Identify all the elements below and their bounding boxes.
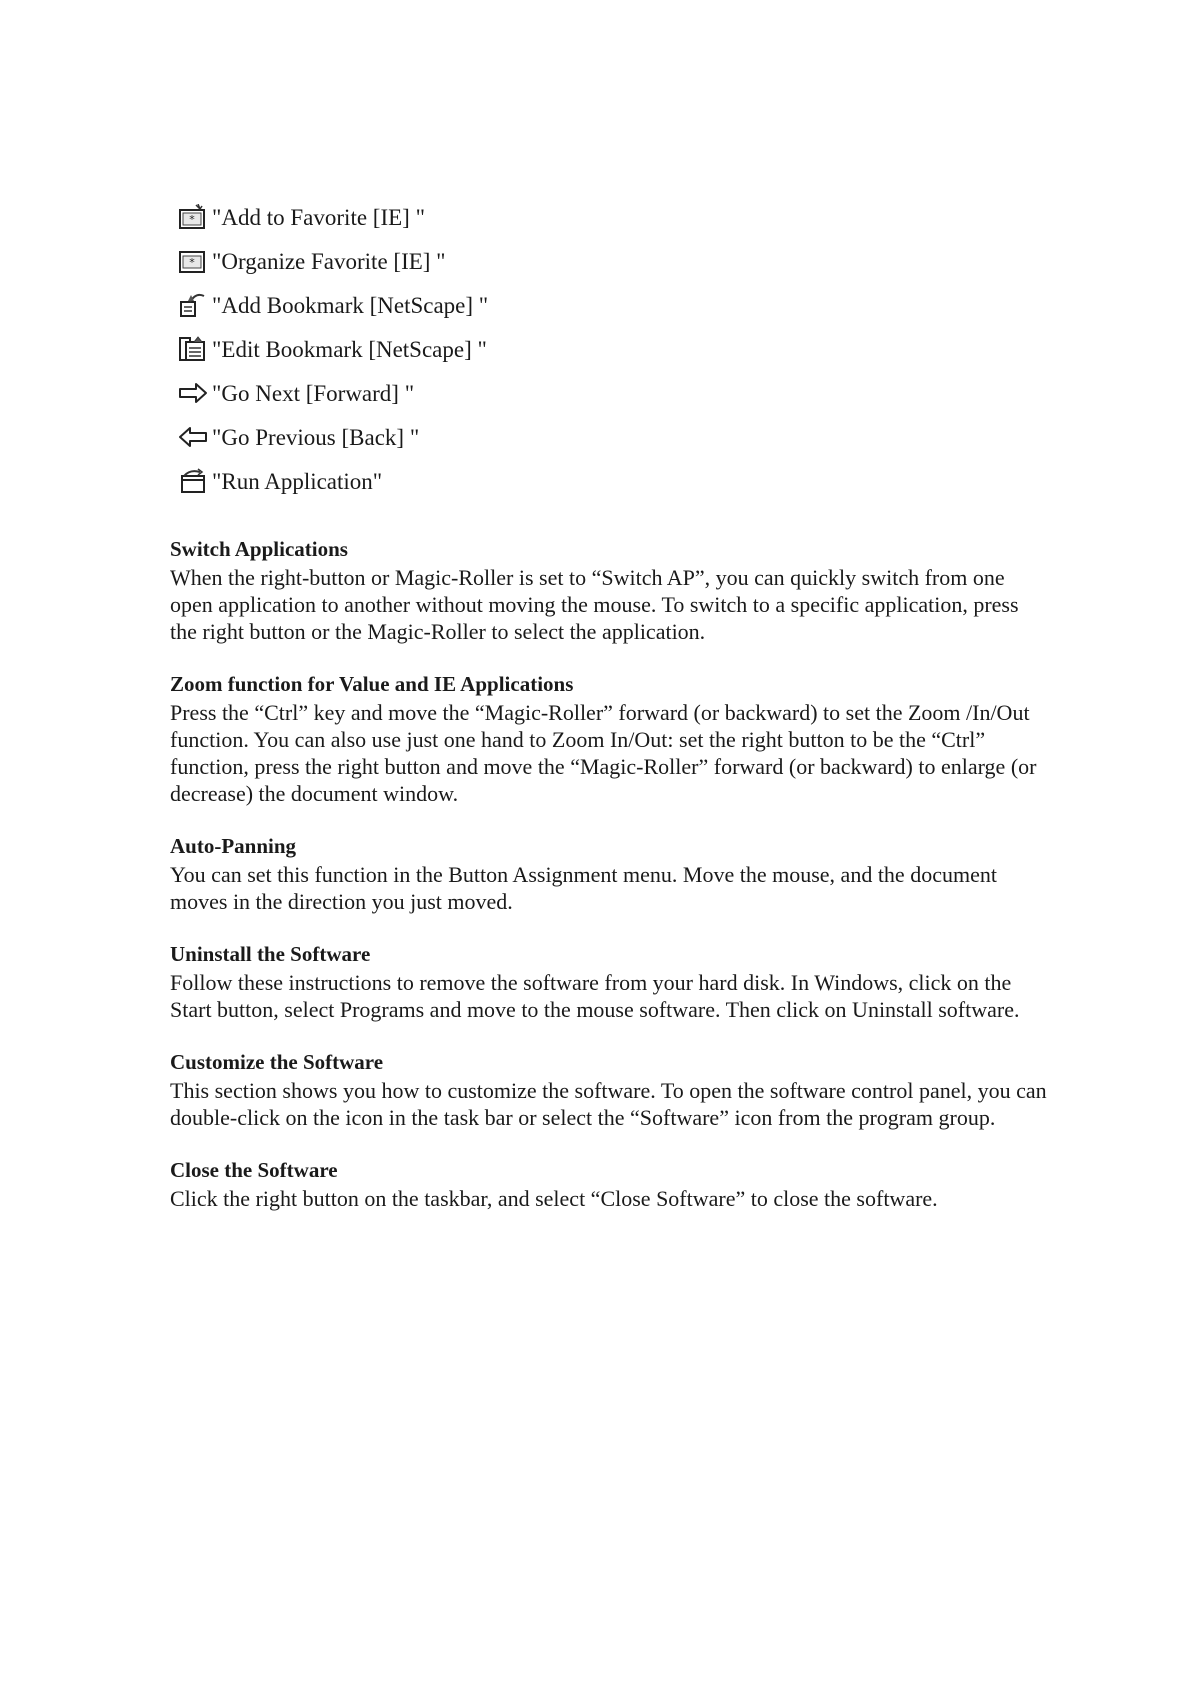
section-heading: Customize the Software [170, 1050, 384, 1074]
section-body: Click the right button on the taskbar, and select “Close Software” to close the software. [170, 1186, 938, 1211]
list-item [178, 196, 878, 240]
run-application-icon [178, 468, 212, 496]
section-heading: Switch Applications [170, 537, 348, 561]
list-item [178, 416, 878, 460]
list-item [178, 284, 878, 328]
section-body: This section shows you how to customize the software. To open the software control panel, you can double-click on the icon in the task bar or select the “Software” icon from the program group. [170, 1078, 1047, 1130]
section-body: Press the “Ctrl” key and move the “Magic-Roller” forward (or backward) to set the Zoom /In/Out function. You can also use just one hand to Zoom In/Out: set the right button to be the “Ctrl” function, press the right button and move the “Magic-Roller” forward (or backward) to enlarge (or decrease) the document window. [170, 700, 1037, 806]
list-item [178, 372, 878, 416]
svg-text:*: * [189, 213, 195, 226]
section-body: You can set this function in the Button Assignment menu. Move the mouse, and the document moves in the direction you just moved. [170, 862, 997, 914]
svg-text:*: * [189, 256, 195, 269]
list-item [178, 328, 878, 372]
back-arrow-icon [178, 424, 212, 452]
list-item-label: "Go Previous [Back] " [212, 425, 420, 450]
section-body: When the right-button or Magic-Roller is set to “Switch AP”, you can quickly switch from one open application to another without moving the mouse. To switch to a specific application, press the right button or the Magic-Roller to select the application. [170, 565, 1019, 644]
section-switch-applications [170, 536, 1050, 645]
list-item [178, 460, 878, 504]
add-bookmark-icon [178, 292, 212, 320]
section-body: Follow these instructions to remove the software from your hard disk. In Windows, click on the Start button, select Programs and move to the mouse software. Then click on Uninstall software. [170, 970, 1020, 1022]
list-item [178, 240, 878, 284]
section-heading: Auto-Panning [170, 834, 297, 858]
section-auto-panning [170, 833, 1050, 915]
section-close-software [170, 1157, 1050, 1212]
content-sections [170, 536, 1050, 1238]
section-heading: Close the Software [170, 1158, 338, 1182]
add-favorite-icon [178, 204, 212, 232]
section-zoom-function [170, 671, 1050, 807]
list-item-label: "Organize Favorite [IE] " [212, 249, 446, 274]
list-item-label: "Run Application" [212, 469, 383, 494]
list-item-label: "Add Bookmark [NetScape] " [212, 293, 489, 318]
section-heading: Zoom function for Value and IE Applications [170, 672, 574, 696]
section-heading: Uninstall the Software [170, 942, 371, 966]
forward-arrow-icon [178, 380, 212, 408]
section-customize-software [170, 1049, 1050, 1131]
toolbar-function-list [178, 196, 878, 504]
list-item-label: "Edit Bookmark [NetScape] " [212, 337, 487, 362]
organize-favorite-icon [178, 248, 212, 276]
section-uninstall-software [170, 941, 1050, 1023]
list-item-label: "Go Next [Forward] " [212, 381, 415, 406]
edit-bookmark-icon [178, 336, 212, 364]
list-item-label: "Add to Favorite [IE] " [212, 205, 425, 230]
